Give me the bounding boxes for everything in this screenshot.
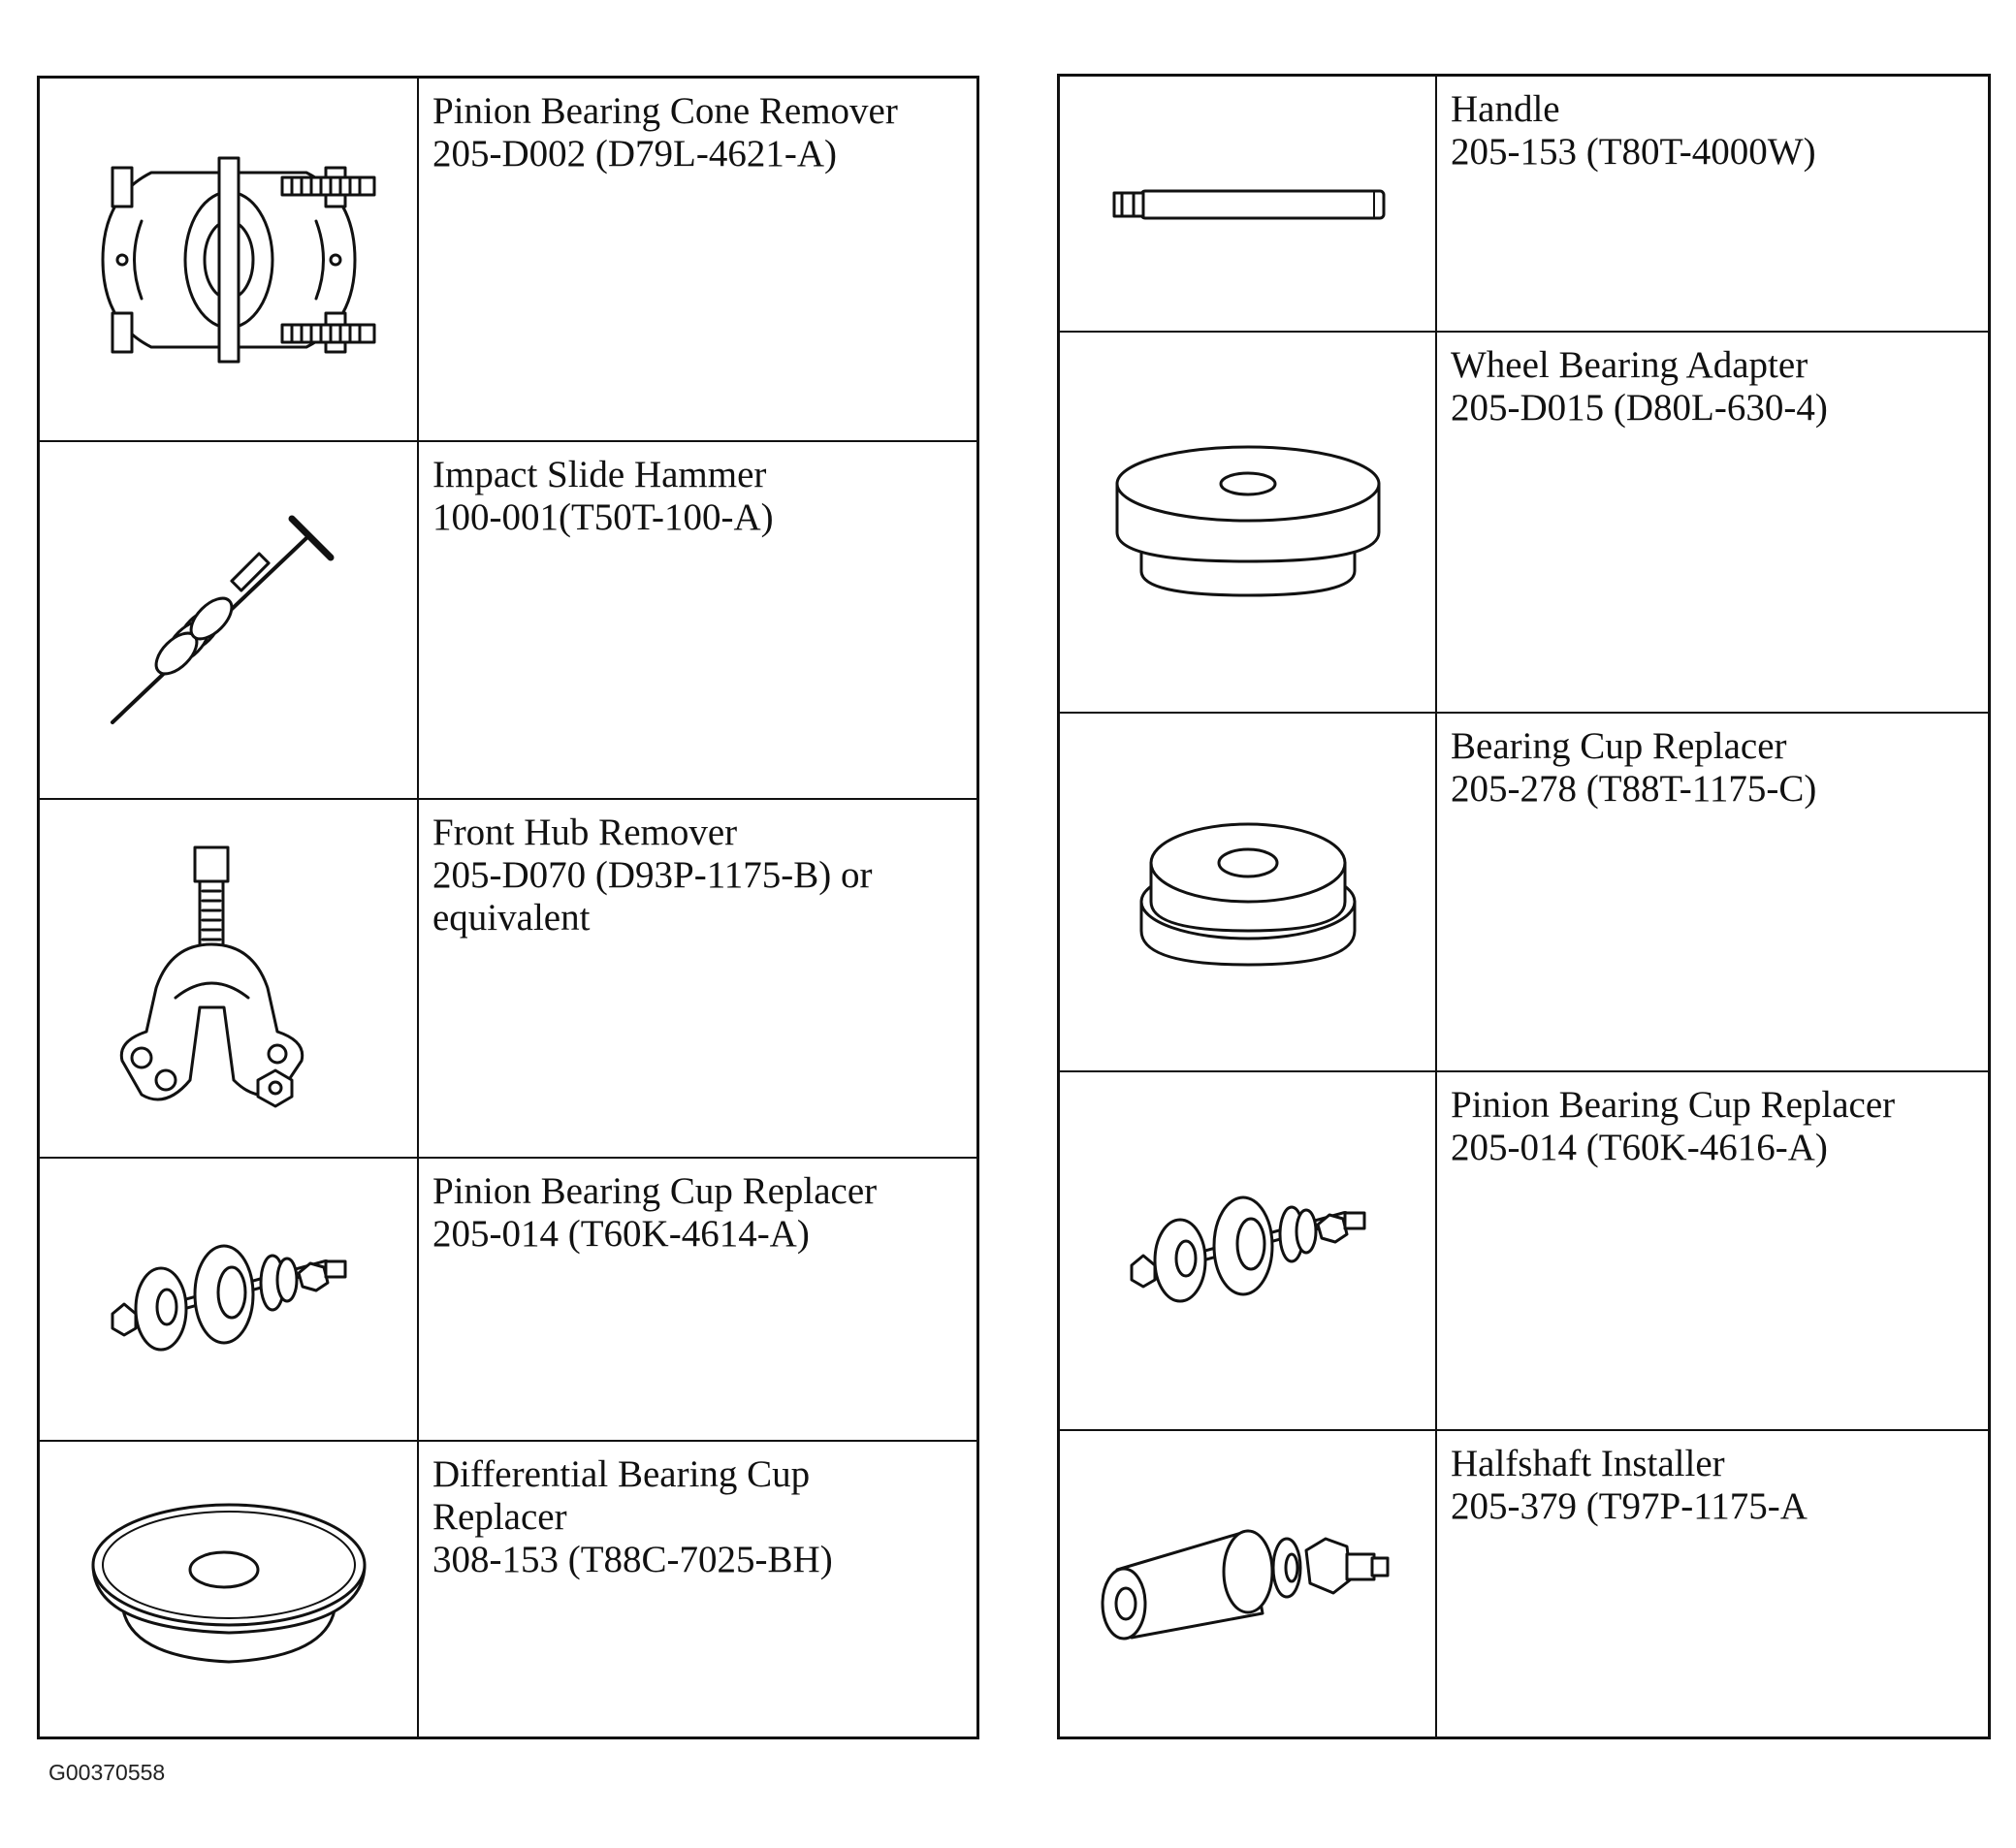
- tool-row: [1060, 333, 1988, 714]
- tool-part-number: 308-153 (T88C-7025-BH): [432, 1539, 833, 1580]
- tool-name: Differential Bearing Cup Replacer: [432, 1453, 811, 1538]
- tool-description: [1437, 1431, 1988, 1736]
- figure-id: G00370558: [48, 1760, 166, 1785]
- tool-description: [1437, 77, 1988, 331]
- slide-hammer-icon: [40, 442, 419, 798]
- hub-remover-icon: [40, 800, 419, 1157]
- tool-part-number: 205-D070 (D93P-1175-B) or equivalent: [432, 854, 873, 939]
- tool-name: Wheel Bearing Adapter: [1451, 344, 1808, 386]
- tool-name: Pinion Bearing Cone Remover: [432, 90, 898, 132]
- tool-part-number: 205-278 (T88T-1175-C): [1451, 768, 1817, 810]
- cup-replacer-bolt-icon: [1060, 1072, 1437, 1429]
- tool-name: Handle: [1451, 88, 1560, 130]
- right-tool-table: [1057, 74, 1991, 1739]
- tool-row: [1060, 1431, 1988, 1736]
- halfshaft-installer-icon: [1060, 1431, 1437, 1736]
- tool-part-number: 205-014 (T60K-4614-A): [432, 1213, 810, 1255]
- tool-description: [419, 1159, 976, 1440]
- tool-description: [1437, 714, 1988, 1070]
- tool-row: [1060, 1072, 1988, 1431]
- tool-row: [40, 1159, 976, 1442]
- tool-name: Impact Slide Hammer: [432, 454, 767, 495]
- tool-description: [419, 1442, 976, 1736]
- tool-row: [40, 800, 976, 1159]
- tool-description: [419, 442, 976, 798]
- tool-part-number: 205-153 (T80T-4000W): [1451, 131, 1816, 173]
- tool-row: [1060, 77, 1988, 333]
- tool-description: [419, 800, 976, 1157]
- tool-part-number: 100-001(T50T-100-A): [432, 496, 774, 538]
- cup-replacer-disc-icon: [1060, 714, 1437, 1070]
- tool-name: Pinion Bearing Cup Replacer: [432, 1170, 878, 1212]
- tool-row: [40, 79, 976, 442]
- tool-part-number: 205-D002 (D79L-4621-A): [432, 133, 838, 175]
- left-tool-table: [37, 76, 979, 1739]
- tool-name: Halfshaft Installer: [1451, 1443, 1725, 1484]
- tool-part-number: 205-014 (T60K-4616-A): [1451, 1127, 1828, 1168]
- tool-name: Pinion Bearing Cup Replacer: [1451, 1084, 1896, 1126]
- handle-icon: [1060, 77, 1437, 331]
- adapter-disc-icon: [1060, 333, 1437, 712]
- tool-part-number: 205-D015 (D80L-630-4): [1451, 387, 1828, 429]
- tool-description: [1437, 1072, 1988, 1429]
- large-disc-icon: [40, 1442, 419, 1736]
- tool-row: [40, 442, 976, 800]
- tool-name: Front Hub Remover: [432, 812, 738, 853]
- bearing-puller-icon: [40, 79, 419, 440]
- tool-row: [40, 1442, 976, 1736]
- tool-part-number: 205-379 (T97P-1175-A: [1451, 1485, 1808, 1527]
- tool-row: [1060, 714, 1988, 1072]
- tool-name: Bearing Cup Replacer: [1451, 725, 1787, 767]
- tool-description: [419, 79, 976, 440]
- tool-description: [1437, 333, 1988, 712]
- cup-replacer-bolt-icon: [40, 1159, 419, 1440]
